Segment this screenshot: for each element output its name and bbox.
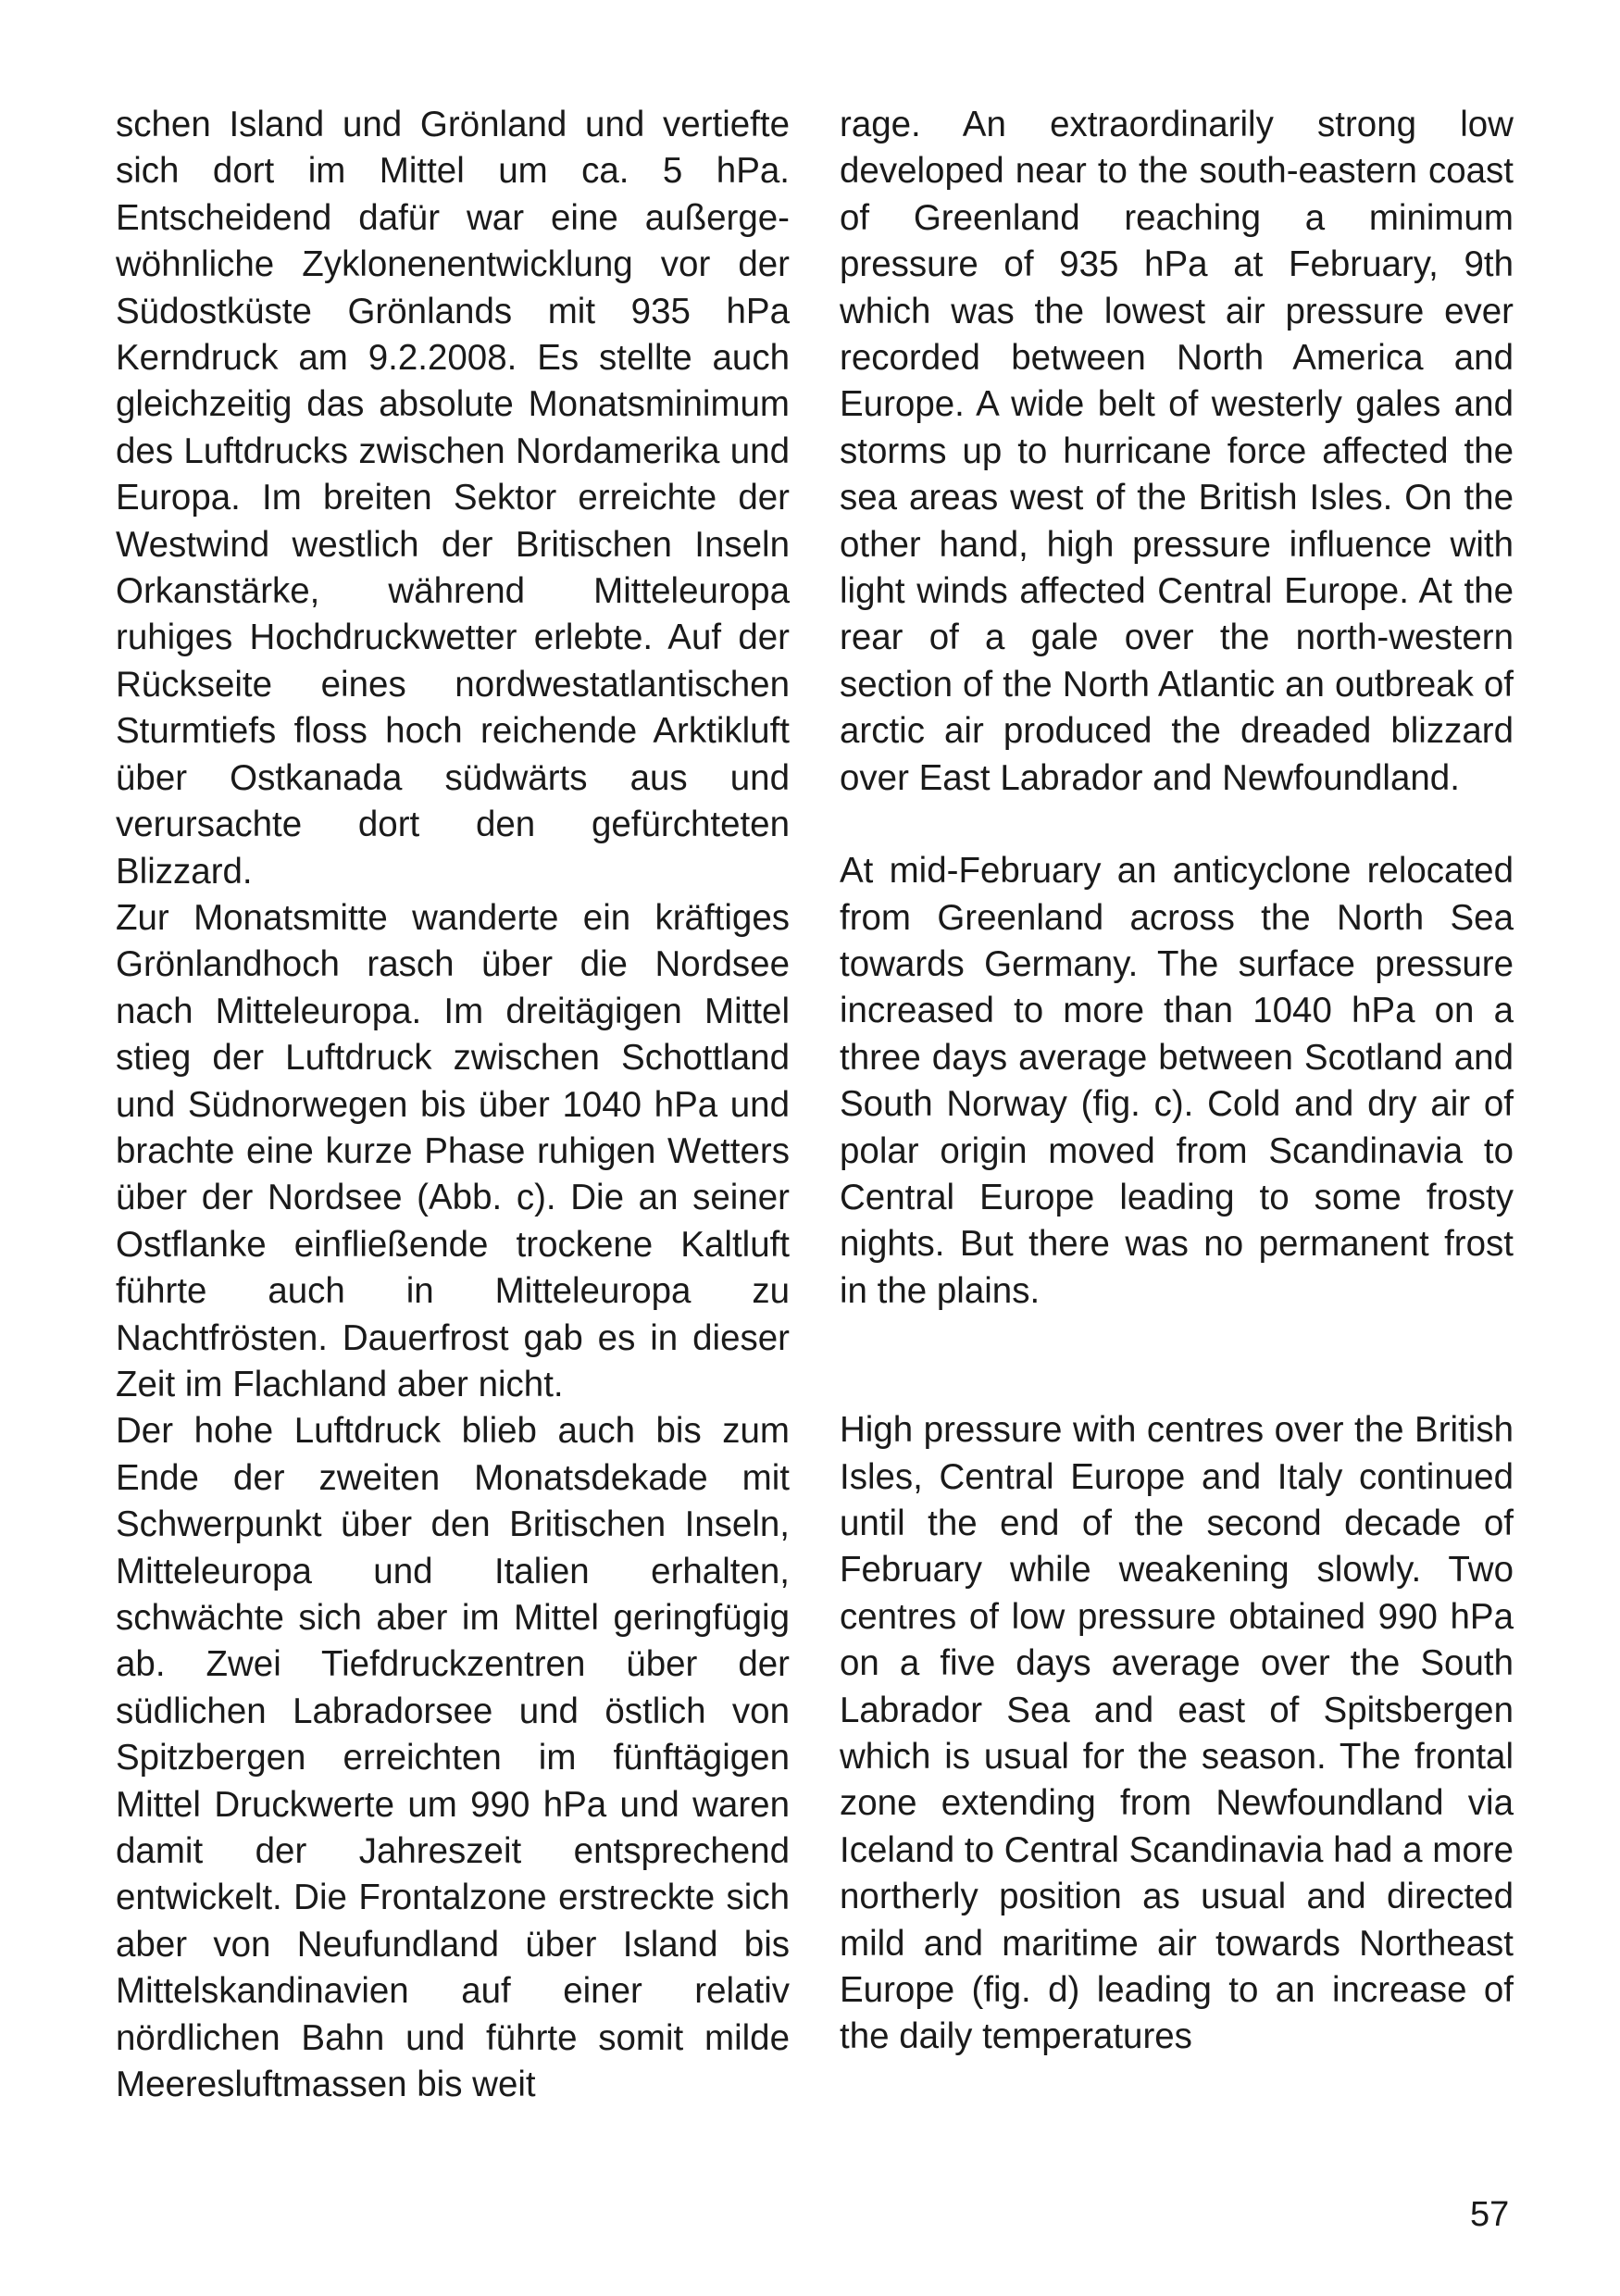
right-column-english-text	[840, 102, 1514, 2061]
paragraph-german-2: Zur Monatsmitte wanderte ein kräftiges Grönlandhoch rasch über die Nordsee nach Mitteleuropa. Im dreitägigen Mittel stieg der Luftdruck zwischen Schottland und Südnorwegen bis über 1040 hPa und brachte eine kurze Phase ruhigen Wetters über der Nordsee (Abb. c). Die an seiner Ostflanke einfließende trockene Kaltluft führte auch in Mitteleuropa zu Nachtfrösten. Dauerfrost gab es in dieser Zeit im Flachland aber nicht.	[116, 897, 790, 1404]
left-column-german-text	[116, 102, 790, 2108]
paragraph-german-3: Der hohe Luftdruck blieb auch bis zum Ende der zweiten Monatsdekade mit Schwerpunkt über den Britischen Inseln, Mitteleuropa und Italien erhalten, schwächte sich aber im Mittel geringfügig ab. Zwei Tiefdruckzentren über der südlichen Labradorsee und östlich von Spitzbergen erreichten im fünftägigen Mittel Druckwerte um 990 hPa und waren damit der Jahreszeit entsprechend entwickelt. Die Frontalzone erstreckte sich aber von Neufundland über Island bis Mittelskandinavien auf einer relativ nördlichen Bahn und führte somit milde Meeresluftmassen bis weit	[116, 1411, 790, 2105]
paragraph-english-3: High pressure with centres over the British Isles, Central Europe and Italy continued until the end of the second decade of February while weakening slowly. Two centres of low pressure obtained 990 hPa on a five days average over the South Labrador Sea and east of Spitsbergen which is usual for the season. The frontal zone extending from Newfoundland via Iceland to Central Scandinavia had a more northerly position as usual and directed mild and maritime air towards Northeast Europe (fig. d) leading to an increase of the daily temperatures	[840, 1410, 1514, 2057]
paragraph-german-1: schen Island und Grönland und vertiefte sich dort im Mittel um ca. 5 hPa. Entscheidend dafür war eine außergewöhnliche Zyklonenentwicklung vor der Südostküste Grönlands mit 935 hPa Kerndruck am 9.2.2008. Es stellte auch gleichzeitig das absolute Monatsminimum des Luftdrucks zwischen Nordamerika und Europa. Im breiten Sektor erreichte der Westwind westlich der Britischen Inseln Orkanstärke, während Mitteleuropa ruhiges Hochdruckwetter erlebte. Auf der Rückseite eines nordwestatlantischen Sturmtiefs floss hoch reichende Arktikluft über Ostkanada südwärts aus und verursachte dort den gefürchteten Blizzard.	[116, 105, 790, 892]
page-number: 57	[1470, 2195, 1510, 2234]
paragraph-english-1: rage. An extraordinarily strong low developed near to the south-eastern coast of Greenland reaching a minimum pressure of 935 hPa at February, 9th which was the lowest air pressure ever recorded between North America and Europe. A wide belt of westerly gales and storms up to hurricane force affected the sea areas west of the British Isles. On the other hand, high pressure influence with light winds affected Central Europe. At the rear of a gale over the north-western section of the North Atlantic an outbreak of arctic air produced the dreaded blizzard over East Labrador and Newfoundland.	[840, 105, 1514, 798]
paragraph-english-2: At mid-February an anticyclone relocated from Greenland across the North Sea towards Germany. The surface pressure increased to more than 1040 hPa on a three days average between Scotland and South Norway (fig. c). Cold and dry air of polar origin moved from Scandinavia to Central Europe leading to some frosty nights. But there was no permanent frost in the plains.	[840, 851, 1514, 1311]
